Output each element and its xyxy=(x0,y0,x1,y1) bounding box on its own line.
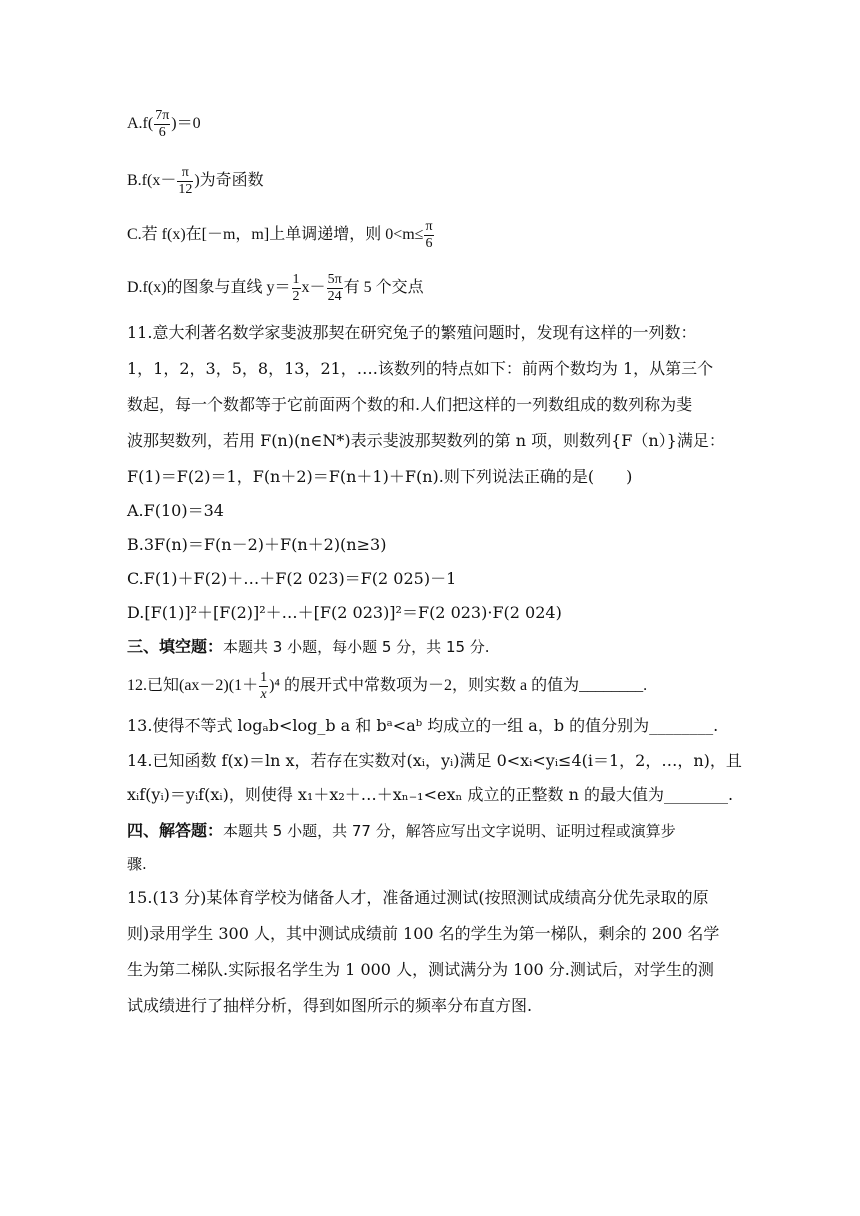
q13: 13.使得不等式 logₐb<log_b a 和 bᵃ<aᵇ 均成立的一组 a，b 的值分别为________. xyxy=(127,716,719,735)
section-4-heading xyxy=(127,820,676,842)
q15-line-4: 试成绩进行了抽样分析，得到如图所示的频率分布直方图. xyxy=(127,996,533,1015)
fraction-numerator: 1 xyxy=(292,272,300,287)
q10-option-b-post: )为奇函数 xyxy=(194,172,264,190)
section-4-desc-cont: 骤. xyxy=(127,855,147,873)
q15-line-3: 生为第二梯队.实际报名学生为 1 000 人，测试满分为 100 分.测试后，对学生的测 xyxy=(127,960,714,979)
q14-line-2: xᵢf(yᵢ)＝yᵢf(xᵢ)，则使得 x₁＋x₂＋…＋xₙ₋₁<exₙ 成立的正整数 n 的最大值为________. xyxy=(127,785,734,804)
q10-option-b-pre: B.f(x－ xyxy=(127,172,177,190)
fraction-numerator: π xyxy=(181,165,189,180)
fraction-numerator: π xyxy=(425,219,433,234)
q14-line-1: 14.已知函数 f(x)＝ln x，若存在实数对(xᵢ，yᵢ)满足 0<xᵢ<yᵢ≤4(i＝1，2，…，n)，且 xyxy=(127,751,742,770)
q12-post: )⁴ 的展开式中常数项为－2，则实数 a 的值为________. xyxy=(269,677,648,695)
q10-option-c xyxy=(127,219,435,252)
fraction xyxy=(424,219,433,252)
fraction-numerator: 5π xyxy=(327,272,342,287)
q10-option-a xyxy=(127,108,201,141)
q11-option-c: C.F(1)＋F(2)＋…＋F(2 023)＝F(2 025)－1 xyxy=(127,569,457,588)
q10-option-d-pre: D.f(x)的图象与直线 y＝ xyxy=(127,279,291,297)
q10-option-c-pre: C.若 f(x)在[－m，m]上单调递增，则 0<m≤ xyxy=(127,226,424,244)
q10-option-a-pre: A.f( xyxy=(127,115,154,133)
fraction-numerator: 1 xyxy=(260,670,268,685)
fraction xyxy=(327,272,343,305)
section-4-desc: 本题共 5 小题，共 77 分，解答应写出文字说明、证明过程或演算步 xyxy=(223,822,676,840)
fraction-denominator: x xyxy=(260,687,267,702)
section-4-title: 四、解答题： xyxy=(127,821,224,840)
fraction-denominator: 12 xyxy=(178,182,193,197)
section-3-desc: 本题共 3 小题，每小题 5 分，共 15 分. xyxy=(223,638,490,656)
fraction xyxy=(177,165,193,198)
section-3-heading xyxy=(127,636,490,658)
q11-line-1: 11.意大利著名数学家斐波那契在研究兔子的繁殖问题时，发现有这样的一列数： xyxy=(127,323,697,342)
q10-option-b xyxy=(127,165,264,198)
q12-pre: 12.已知(ax－2)(1＋ xyxy=(127,677,259,695)
q12 xyxy=(127,670,647,703)
q11-line-2: 1，1，2，3，5，8，13，21，….该数列的特点如下：前两个数均为 1，从第三个 xyxy=(127,359,714,378)
fraction-denominator: 6 xyxy=(154,124,170,141)
q10-option-d-mid: x－ xyxy=(301,279,326,297)
fraction xyxy=(292,272,301,305)
fraction-denominator: 24 xyxy=(327,289,342,304)
section-3-title: 三、填空题： xyxy=(127,637,224,656)
fraction-numerator: 7π xyxy=(155,108,170,123)
fraction-denominator: 2 xyxy=(292,289,300,304)
q11-option-d: D.[F(1)]²＋[F(2)]²＋…＋[F(2 023)]²＝F(2 023)·F(2 024) xyxy=(127,603,562,622)
q15-line-2: 则)录用学生 300 人，其中测试成绩前 100 名的学生为第一梯队，剩余的 200 名学 xyxy=(127,924,720,943)
q11-option-a: A.F(10)＝34 xyxy=(127,501,224,520)
fraction xyxy=(259,670,268,703)
q10-option-a-post: )＝0 xyxy=(171,115,201,133)
q11-line-4: 波那契数列，若用 F(n)(n∈N*)表示斐波那契数列的第 n 项，则数列{F（n）}满足： xyxy=(127,431,725,450)
q15-line-1: 15.(13 分)某体育学校为储备人才，准备通过测试(按照测试成绩高分优先录取的原 xyxy=(127,888,709,907)
fraction-denominator: 6 xyxy=(425,236,433,251)
q11-line-3: 数起，每一个数都等于它前面两个数的和.人们把这样的一列数组成的数列称为斐 xyxy=(127,395,693,414)
q10-option-d xyxy=(127,272,424,305)
q11-option-b: B.3F(n)＝F(n－2)＋F(n＋2)(n≥3) xyxy=(127,535,387,554)
q11-line-5: F(1)＝F(2)＝1，F(n＋2)＝F(n＋1)＋F(n).则下列说法正确的是( ) xyxy=(127,467,633,486)
q10-option-d-post: 有 5 个交点 xyxy=(343,279,424,297)
fraction xyxy=(154,108,170,141)
